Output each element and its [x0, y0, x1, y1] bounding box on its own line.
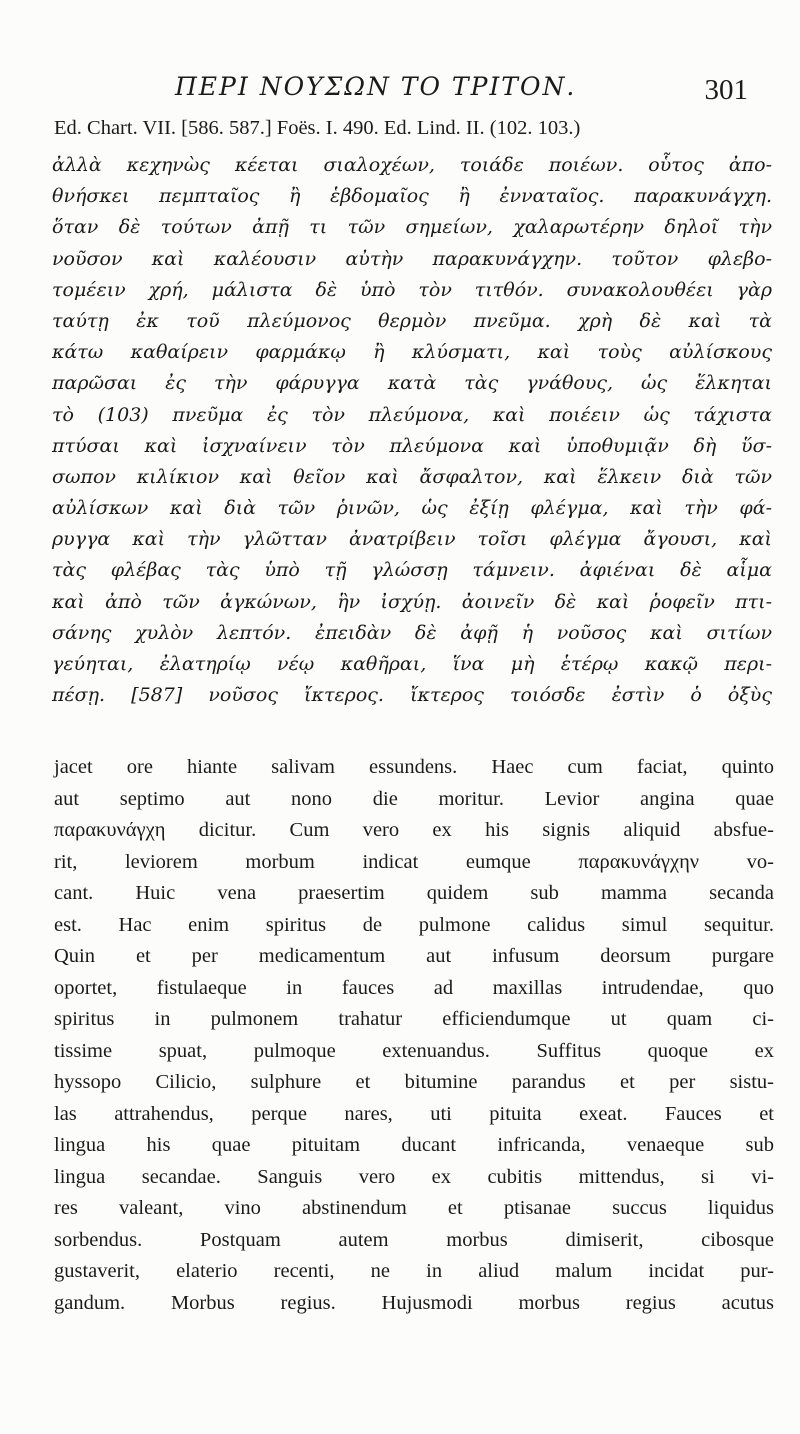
latin-text-line: gustaverit, elaterio recenti, ne in aliud malum incidat pur- — [54, 1260, 774, 1282]
greek-text-line: τὸ (103) πνεῦμα ἐς τὸν πλεύμονα, καὶ ποιέειν ὡς τάχιστα — [52, 403, 772, 426]
greek-text-line: σωπον κιλίκιον καὶ θεῖον καὶ ἄσφαλτον, καὶ ἕλκειν διὰ τῶν — [52, 465, 772, 488]
greek-text-line: κάτω καθαίρειν φαρμάκῳ ἢ κλύσματι, καὶ τοὺς αὐλίσκους — [52, 341, 772, 364]
latin-text-line: rit, leviorem morbum indicat eumque παρακυνάγχην vo- — [54, 850, 774, 873]
latin-text-line: aut septimo aut nono die moritur. Levior angina quae — [54, 787, 774, 810]
greek-text-line: πτύσαι καὶ ἰσχναίνειν τὸν πλεύμονα καὶ ὑποθυμιᾷν δὴ ὕσ- — [52, 434, 772, 457]
latin-text-line: lingua his quae pituitam ducant infricanda, venaeque sub — [54, 1134, 774, 1156]
latin-translation-block — [54, 752, 774, 1319]
latin-text-line: las attrahendus, perque nares, uti pituita exeat. Fauces et — [54, 1102, 774, 1125]
greek-text-line: τομέειν χρή, μάλιστα δὲ ὑπὸ τὸν τιτθόν. συνακολουθέει γὰρ — [52, 278, 772, 301]
greek-text-line: ἀλλὰ κεχηνὼς κέεται σιαλοχέων, τοιάδε ποιέων. οὗτος ἀπο- — [52, 154, 772, 176]
page-header — [165, 72, 760, 112]
greek-text-line: γεύηται, ἐλατηρίῳ νέῳ καθῆραι, ἵνα μὴ ἑτέρῳ κακῷ περι- — [52, 653, 772, 675]
latin-text-line: est. Hac enim spiritus de pulmone calidus simul sequitur. — [54, 913, 774, 936]
latin-text-line: Quin et per medicamentum aut infusum deorsum purgare — [54, 945, 774, 967]
greek-text-line: πέσῃ. [587] νοῦσος ἴκτερος. ἴκτερος τοιόσδε ἐστὶν ὁ ὀξὺς — [52, 684, 772, 707]
greek-text-line: τὰς φλέβας τὰς ὑπὸ τῇ γλώσσῃ τάμνειν. ἀφιέναι δὲ αἷμα — [52, 559, 772, 582]
latin-text-line: spiritus in pulmonem trahatur efficiendumque ut quam ci- — [54, 1008, 774, 1030]
greek-text-line: ρυγγα καὶ τὴν γλῶτταν ἀνατρίβειν τοῖσι φλέγμα ἄγουσι, καὶ — [52, 528, 772, 551]
latin-text-line: jacet ore hiante salivam essundens. Haec cum faciat, quinto — [54, 756, 774, 778]
greek-text-line: ταύτῃ ἐκ τοῦ πλεύμονος θερμὸν πνεῦμα. χρὴ δὲ καὶ τὰ — [52, 309, 772, 332]
greek-text-line: αὐλίσκων καὶ διὰ τῶν ῥινῶν, ὡς ἐξίῃ φλέγμα, καὶ τὴν φά- — [52, 497, 772, 520]
greek-text-line: παρῶσαι ἐς τὴν φάρυγγα κατὰ τὰς γνάθους, ὡς ἕλκηται — [52, 372, 772, 395]
page-number: 301 — [704, 74, 748, 106]
running-title: ΠΕΡΙ ΝΟΥΣΩΝ ΤΟ ΤΡΙΤΟΝ. — [175, 72, 577, 101]
greek-text-line: καὶ ἀπὸ τῶν ἀγκώνων, ἣν ἰσχύῃ. ἀοινεῖν δὲ καὶ ῥοφεῖν πτι- — [52, 590, 772, 613]
greek-text-block — [52, 150, 772, 711]
latin-text-line: res valeant, vino abstinendum et ptisanae succus liquidus — [54, 1197, 774, 1219]
latin-text-line: hyssopo Cilicio, sulphure et bitumine parandus et per sistu- — [54, 1071, 774, 1093]
latin-text-line: lingua secandae. Sanguis vero ex cubitis mittendus, si vi- — [54, 1165, 774, 1188]
greek-text-line: νοῦσον καὶ καλέουσιν αὐτὴν παρακυνάγχην. τοῦτον φλεβο- — [52, 247, 772, 270]
latin-text-line: tissime spuat, pulmoque extenuandus. Suffitus quoque ex — [54, 1039, 774, 1062]
greek-text-line: θνήσκει πεμπταῖος ἢ ἑβδομαῖος ἢ ἐνναταῖος. παρακυνάγχη. — [52, 185, 772, 208]
greek-text-line: σάνης χυλὸν λεπτόν. ἐπειδὰν δὲ ἀφῇ ἡ νοῦσος καὶ σιτίων — [52, 621, 772, 644]
latin-text-line: gandum. Morbus regius. Hujusmodi morbus regius acutus — [54, 1291, 774, 1314]
edition-reference-line: Ed. Chart. VII. [586. 587.] Foës. I. 490. Ed. Lind. II. (102. 103.) — [54, 117, 581, 139]
greek-text-line: ὅταν δὲ τούτων ἀπῇ τι τῶν σημείων, χαλαρωτέρην δηλοῖ τὴν — [52, 216, 772, 239]
latin-text-line: sorbendus. Postquam autem morbus dimiserit, cibosque — [54, 1228, 774, 1251]
latin-text-line: cant. Huic vena praesertim quidem sub mamma secanda — [54, 882, 774, 904]
latin-text-line: παρακυνάγχη dicitur. Cum vero ex his signis aliquid absfue- — [54, 819, 774, 841]
latin-text-line: oportet, fistulaeque in fauces ad maxillas intrudendae, quo — [54, 976, 774, 999]
